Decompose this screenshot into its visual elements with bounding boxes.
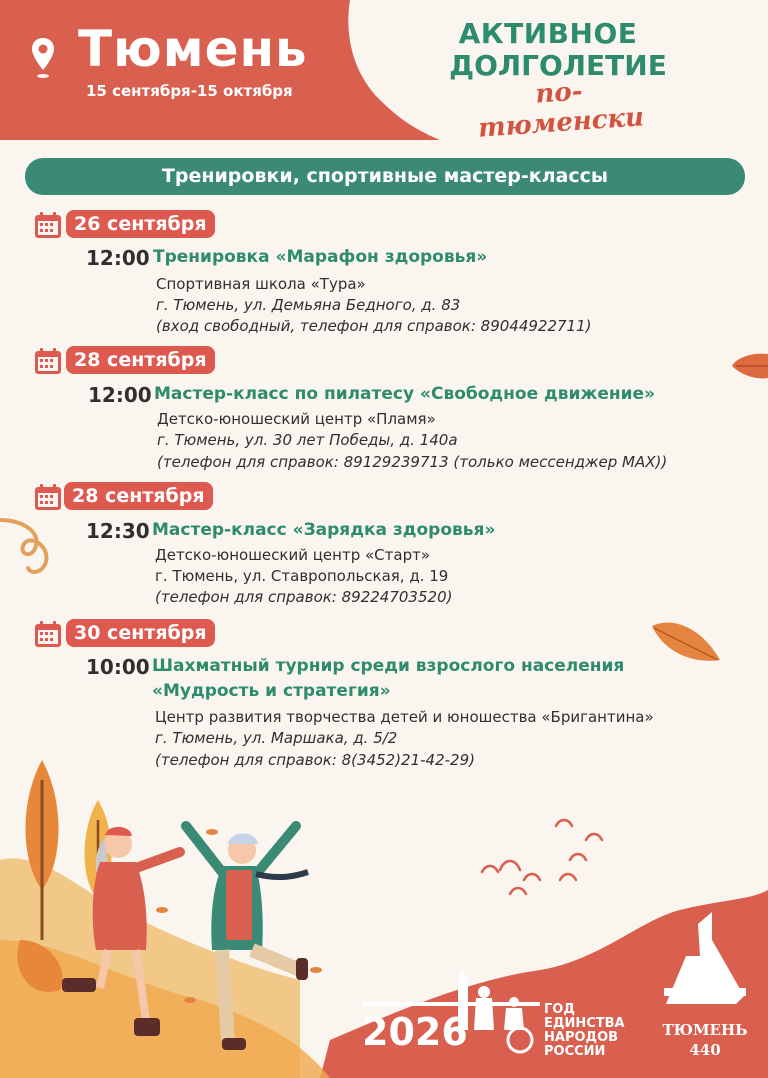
calendar-icon (34, 211, 62, 239)
tyumen-440-line-1: ТЮМЕНЬ (662, 1021, 748, 1039)
event-time: 12:00 (88, 383, 152, 407)
logo-line-3: по-тюменски (477, 76, 645, 144)
calendar-icon (34, 347, 62, 375)
event-title: Мастер-класс «Зарядка здоровья» (152, 520, 496, 540)
logo-line-2: ДОЛГОЛЕТИЕ (449, 49, 667, 82)
event-note: (вход свободный, телефон для справок: 89044922711) (156, 317, 592, 335)
event-date: 28 сентября (64, 482, 213, 510)
event-title-line-2: «Мудрость и стратегия» (152, 681, 391, 701)
event-time: 12:30 (86, 519, 150, 543)
event-note: (телефон для справок: 8(3452)21-42-29) (155, 751, 475, 769)
leaf-icon (648, 616, 724, 666)
event-venue: Спортивная школа «Тура» (156, 275, 366, 293)
year-unity-line-2: ЕДИНСТВА (544, 1016, 625, 1031)
event-title: Мастер-класс по пилатесу «Свободное движение» (154, 384, 656, 404)
year-2026: 2026 (362, 1010, 468, 1054)
calendar-icon (34, 483, 62, 511)
section-title: Тренировки, спортивные мастер-классы (25, 158, 745, 195)
year-unity-label (544, 1003, 625, 1059)
event-date: 28 сентября (66, 346, 215, 374)
event-date: 26 сентября (66, 210, 215, 238)
tyumen-440-label (650, 1020, 760, 1060)
event-time: 12:00 (86, 246, 150, 270)
event-venue: Детско-юношеский центр «Пламя» (157, 410, 436, 428)
event-address: г. Тюмень, ул. 30 лет Победы, д. 140а (157, 431, 458, 449)
logo-line-1: АКТИВНОЕ (458, 17, 638, 50)
location-pin-icon (30, 36, 56, 80)
leaf-icon (728, 346, 768, 386)
tyumen-440-line-2: 440 (689, 1041, 721, 1059)
festival-dates: 15 сентября-15 октября (86, 82, 293, 100)
event-venue: Детско-юношеский центр «Старт» (155, 546, 431, 564)
year-unity-line-1: ГОД (544, 1002, 575, 1017)
event-title: Шахматный турнир среди взрослого населения (152, 656, 625, 676)
calendar-icon (34, 620, 62, 648)
event-title: Тренировка «Марафон здоровья» (153, 247, 488, 267)
city-title: Тюмень (78, 20, 308, 78)
event-address: г. Тюмень, ул. Ставропольская, д. 19 (155, 567, 449, 585)
event-address: г. Тюмень, ул. Маршака, д. 5/2 (155, 729, 398, 747)
event-note: (телефон для справок: 89129239713 (только мессенджер MAX)) (157, 453, 668, 471)
event-venue: Центр развития творчества детей и юношества «Бригантина» (155, 708, 654, 726)
event-date: 30 сентября (66, 619, 215, 647)
event-time: 10:00 (86, 655, 150, 679)
year-unity-line-3: НАРОДОВ (544, 1030, 619, 1045)
event-address: г. Тюмень, ул. Демьяна Бедного, д. 83 (156, 296, 461, 314)
swirl-icon (0, 510, 60, 580)
event-note: (телефон для справок: 89224703520) (155, 588, 453, 606)
year-unity-line-4: РОССИИ (544, 1044, 606, 1059)
